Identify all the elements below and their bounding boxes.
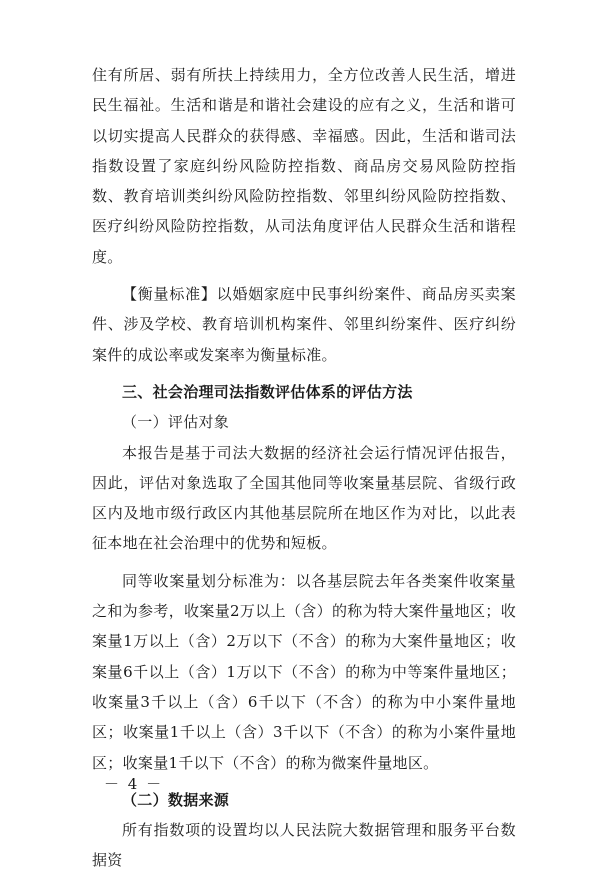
spacer: [92, 370, 516, 377]
subheading-evaluation-object: （一）评估对象: [122, 413, 230, 432]
section-heading-evaluation-method: 三、社会治理司法指数评估体系的评估方法: [122, 382, 413, 401]
paragraph-evaluation-object: 本报告是基于司法大数据的经济社会运行情况评估报告，因此，评估对象选取了全国其他同等收案量基层院、省级行政区内及地市级行政区内其他基层院所在地区作为对比，以此表征本地在社会治理中的优势和短板。: [92, 443, 516, 553]
document-body: [92, 60, 516, 876]
subheading-data-source: （二）数据来源: [122, 790, 230, 809]
spacer: [92, 559, 516, 566]
page-number: － 4 －: [104, 775, 164, 793]
paragraph-livelihood: 住有所居、弱有所扶上持续用力，全方位改善人民生活，增进民生福祉。生活和谐是和谐社会建设的应有之义，生活和谐可以切实提高人民群众的获得感、幸福感。因此，生活和谐司法指数设置了家庭纠纷风险防控指数、商品房交易风险防控指数、教育培训类纠纷风险防控指数、邻里纠纷风险防控指数、医疗纠纷风险防控指数，从司法角度评估人民群众生活和谐程度。: [92, 66, 516, 266]
paragraph-data-source: 所有指数项的设置均以人民法院大数据管理和服务平台数据资: [92, 821, 516, 870]
paragraph-case-volume-criteria: 同等收案量划分标准为：以各基层院去年各类案件收案量之和为参考，收案量2万以上（含）的称为特大案件量地区；收案量1万以上（含）2万以下（不含）的称为大案件量地区；收案量6千以上（含）1万以下（不含）的称为中等案件量地区；收案量3千以上（含）6千以下（不含）的称为中小案件量地区；收案量1千以上（含）3千以下（不含）的称为小案件量地区；收案量1千以下（不含）的称为微案件量地区。: [92, 571, 516, 772]
paragraph-measurement-standard: 【衡量标准】以婚姻家庭中民事纠纷案件、商品房买卖案件、涉及学校、教育培训机构案件、邻里纠纷案件、医疗纠纷案件的成讼率或发案率为衡量标准。: [92, 285, 516, 364]
spacer: [92, 272, 516, 279]
